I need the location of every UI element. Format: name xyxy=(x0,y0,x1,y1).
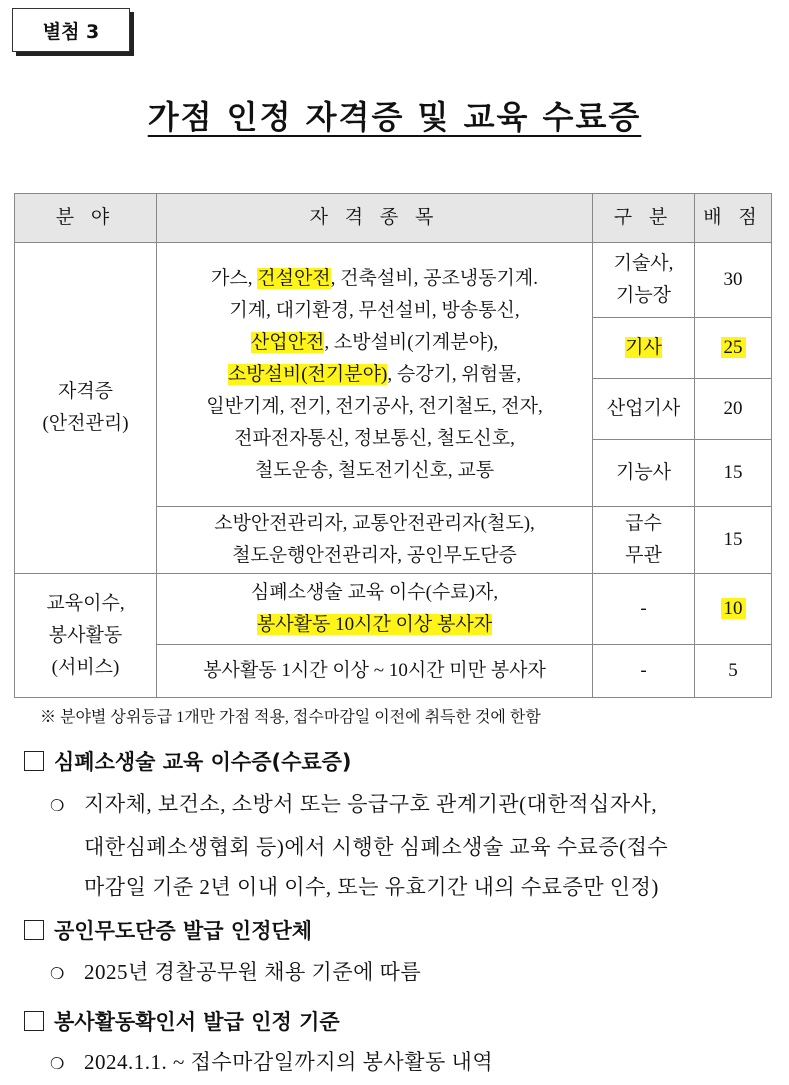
section-heading-cpr: 심폐소생술 교육 이수증(수료증) xyxy=(24,746,352,776)
table-header-row xyxy=(15,194,772,243)
certificate-table xyxy=(14,193,772,698)
manager-grade: 급수 무관 xyxy=(593,507,695,574)
edu-grade: - xyxy=(593,574,695,645)
table-footnote: ※ 분야별 상위등급 1개만 가점 적용, 접수마감일 이전에 취득한 것에 한함 xyxy=(40,709,541,726)
section-body-martial-arts: ❍ 2025년 경찰공무원 채용 기준에 따름 xyxy=(50,952,780,995)
cert-items-cell: 가스, 건설안전, 건축설비, 공조냉동기계. 기계, 대기환경, 무선설비, 방송통신, 산업안전, 소방설비(기계분야), 소방설비(전기분야), 승강기, 위험물, 일반기계, 전기, 전기공사, 전기철도, 전자, 전파전자통신, 정보통신, 철도신호, 철도운송, 철도전기신호, 교통 xyxy=(157,243,593,507)
grade-industrial-engineer: 산업기사 xyxy=(593,379,695,440)
checkbox-icon xyxy=(24,1011,44,1031)
grade-master: 기술사, 기능장 xyxy=(593,243,695,318)
field-edu-cell: 교육이수, 봉사활동 (서비스) xyxy=(15,574,157,698)
circle-bullet-icon: ❍ xyxy=(50,966,65,983)
section-heading-volunteer: 봉사활동확인서 발급 인정 기준 xyxy=(24,1006,340,1036)
score-industrial-engineer: 20 xyxy=(695,379,772,440)
circle-bullet-icon: ❍ xyxy=(50,1056,65,1073)
grade-craftsman: 기능사 xyxy=(593,440,695,507)
manager-items-cell: 소방안전관리자, 교통안전관리자(철도), 철도운행안전관리자, 공인무도단증 xyxy=(157,507,593,574)
checkbox-icon xyxy=(24,920,44,940)
volunteer-item-cell: 봉사활동 1시간 이상 ~ 10시간 미만 봉사자 xyxy=(157,645,593,698)
header-score: 배 점 xyxy=(695,194,772,243)
volunteer-score: 5 xyxy=(695,645,772,698)
manager-score: 15 xyxy=(695,507,772,574)
field-cert-cell: 자격증 (안전관리) xyxy=(15,243,157,574)
header-field: 분 야 xyxy=(15,194,157,243)
section-body-volunteer: ❍ 2024.1.1. ~ 접수마감일까지의 봉사활동 내역 xyxy=(50,1042,780,1085)
edu-items-cell: 심폐소생술 교육 이수(수료)자, 봉사활동 10시간 이상 봉사자 xyxy=(157,574,593,645)
page-title: 가점 인정 자격증 및 교육 수료증 xyxy=(147,98,642,136)
checkbox-icon xyxy=(24,751,44,771)
header-cert-type: 자 격 종 목 xyxy=(157,194,593,243)
section-heading-martial-arts: 공인무도단증 발급 인정단체 xyxy=(24,915,312,945)
header-category: 구 분 xyxy=(593,194,695,243)
circle-bullet-icon: ❍ xyxy=(50,798,65,815)
score-engineer: 25 xyxy=(695,318,772,379)
volunteer-grade: - xyxy=(593,645,695,698)
attachment-tag: 별첨 3 xyxy=(12,8,130,52)
grade-engineer: 기사 xyxy=(593,318,695,379)
score-master: 30 xyxy=(695,243,772,318)
section-body-cpr: ❍ 지자체, 보건소, 소방서 또는 응급구호 관계기관(대한적십자사, 대한심폐소생협회 등)에서 시행한 심폐소생술 교육 수료증(접수 마감일 기준 2년 이내 이수, 또는 유효기간 내의 수료증만 인정) xyxy=(50,784,780,907)
edu-score: 10 xyxy=(695,574,772,645)
score-craftsman: 15 xyxy=(695,440,772,507)
